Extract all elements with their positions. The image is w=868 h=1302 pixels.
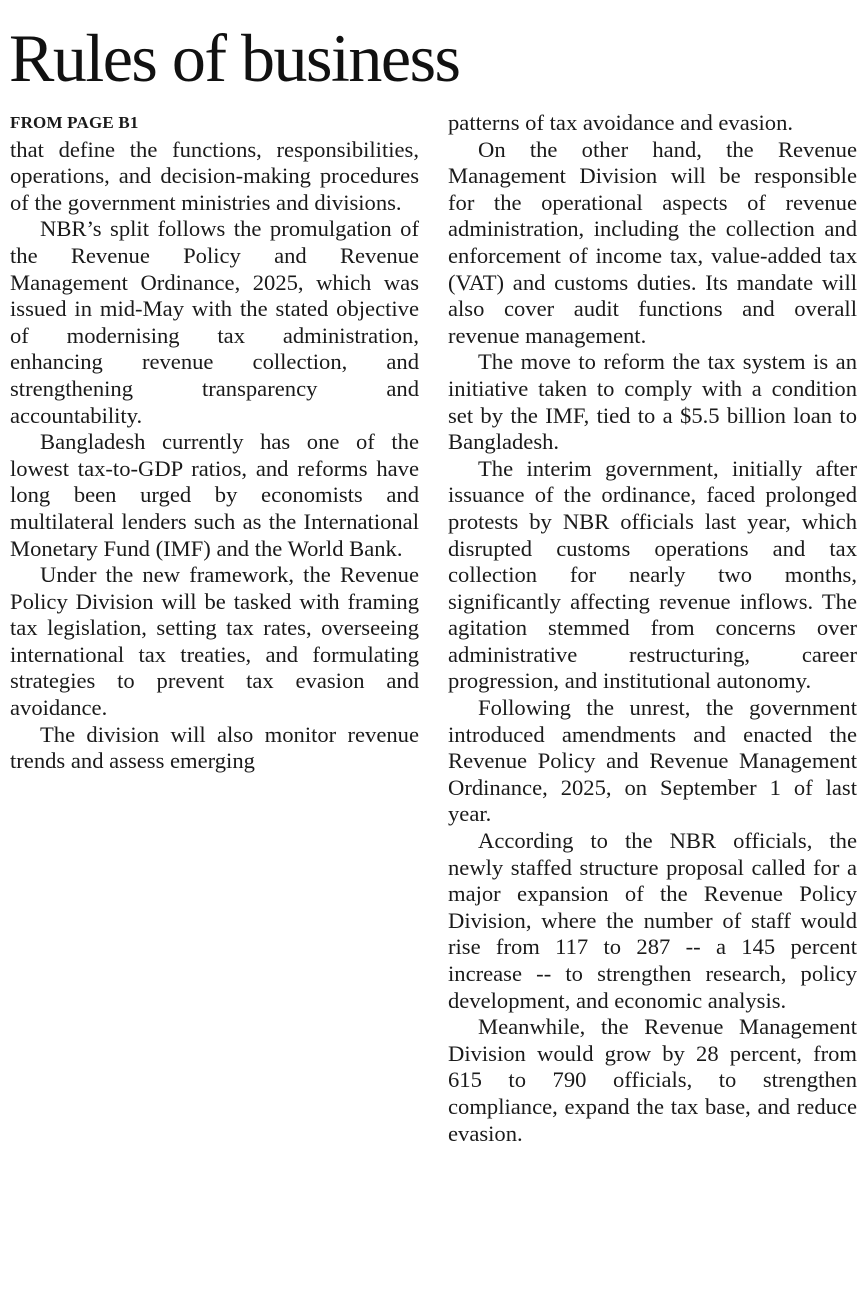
article-column-right <box>448 110 857 1147</box>
continuation-kicker: FROM PAGE B1 <box>10 113 139 132</box>
paragraph: The division will also monitor revenue trends and assess emerging <box>10 721 419 774</box>
paragraph: The move to reform the tax system is an initiative taken to comply with a condition set by the IMF, tied to a $5.5 billion loan to Bangladesh. <box>448 349 857 455</box>
paragraph: Under the new framework, the Revenue Policy Division will be tasked with framing tax legislation, setting tax rates, overseeing international tax treaties, and formulating strategies to prevent tax evasion and avoidance. <box>10 562 419 721</box>
article-column-left <box>10 110 419 775</box>
paragraph: Meanwhile, the Revenue Management Division would grow by 28 percent, from 615 to 790 officials, to strengthen compliance, expand the tax base, and reduce evasion. <box>448 1014 857 1146</box>
paragraph: On the other hand, the Revenue Management Division will be responsible for the operational aspects of revenue administration, including the collection and enforcement of income tax, value-added tax (VAT) and customs duties. Its mandate will also cover audit functions and overall revenue management. <box>448 136 857 348</box>
paragraph: The interim government, initially after issuance of the ordinance, faced prolonged protests by NBR officials last year, which disrupted customs operations and tax collection for nearly two months, significantly affecting revenue inflows. The agitation stemmed from concerns over administrative restructuring, career progression, and institutional autonomy. <box>448 455 857 694</box>
headline: Rules of business <box>9 20 460 96</box>
paragraph: that define the functions, responsibilities, operations, and decision-making procedures of the government ministries and divisions. <box>10 136 419 215</box>
paragraph: Following the unrest, the government introduced amendments and enacted the Revenue Policy and Revenue Management Ordinance, 2025, on September 1 of last year. <box>448 695 857 827</box>
paragraph: According to the NBR officials, the newly staffed structure proposal called for a major expansion of the Revenue Policy Division, where the number of staff would rise from 117 to 287 -- a 145 percent increase -- to strengthen research, policy development, and economic analysis. <box>448 828 857 1013</box>
paragraph: NBR’s split follows the promulgation of the Revenue Policy and Revenue Management Ordinance, 2025, which was issued in mid-May with the stated objective of modernising tax administration, enhancing revenue collection, and strengthening transparency and accountability. <box>10 216 419 428</box>
paragraph: Bangladesh currently has one of the lowest tax-to-GDP ratios, and reforms have long been urged by economists and multilateral lenders such as the International Monetary Fund (IMF) and the World Bank. <box>10 429 419 561</box>
paragraph: patterns of tax avoidance and evasion. <box>448 110 794 135</box>
